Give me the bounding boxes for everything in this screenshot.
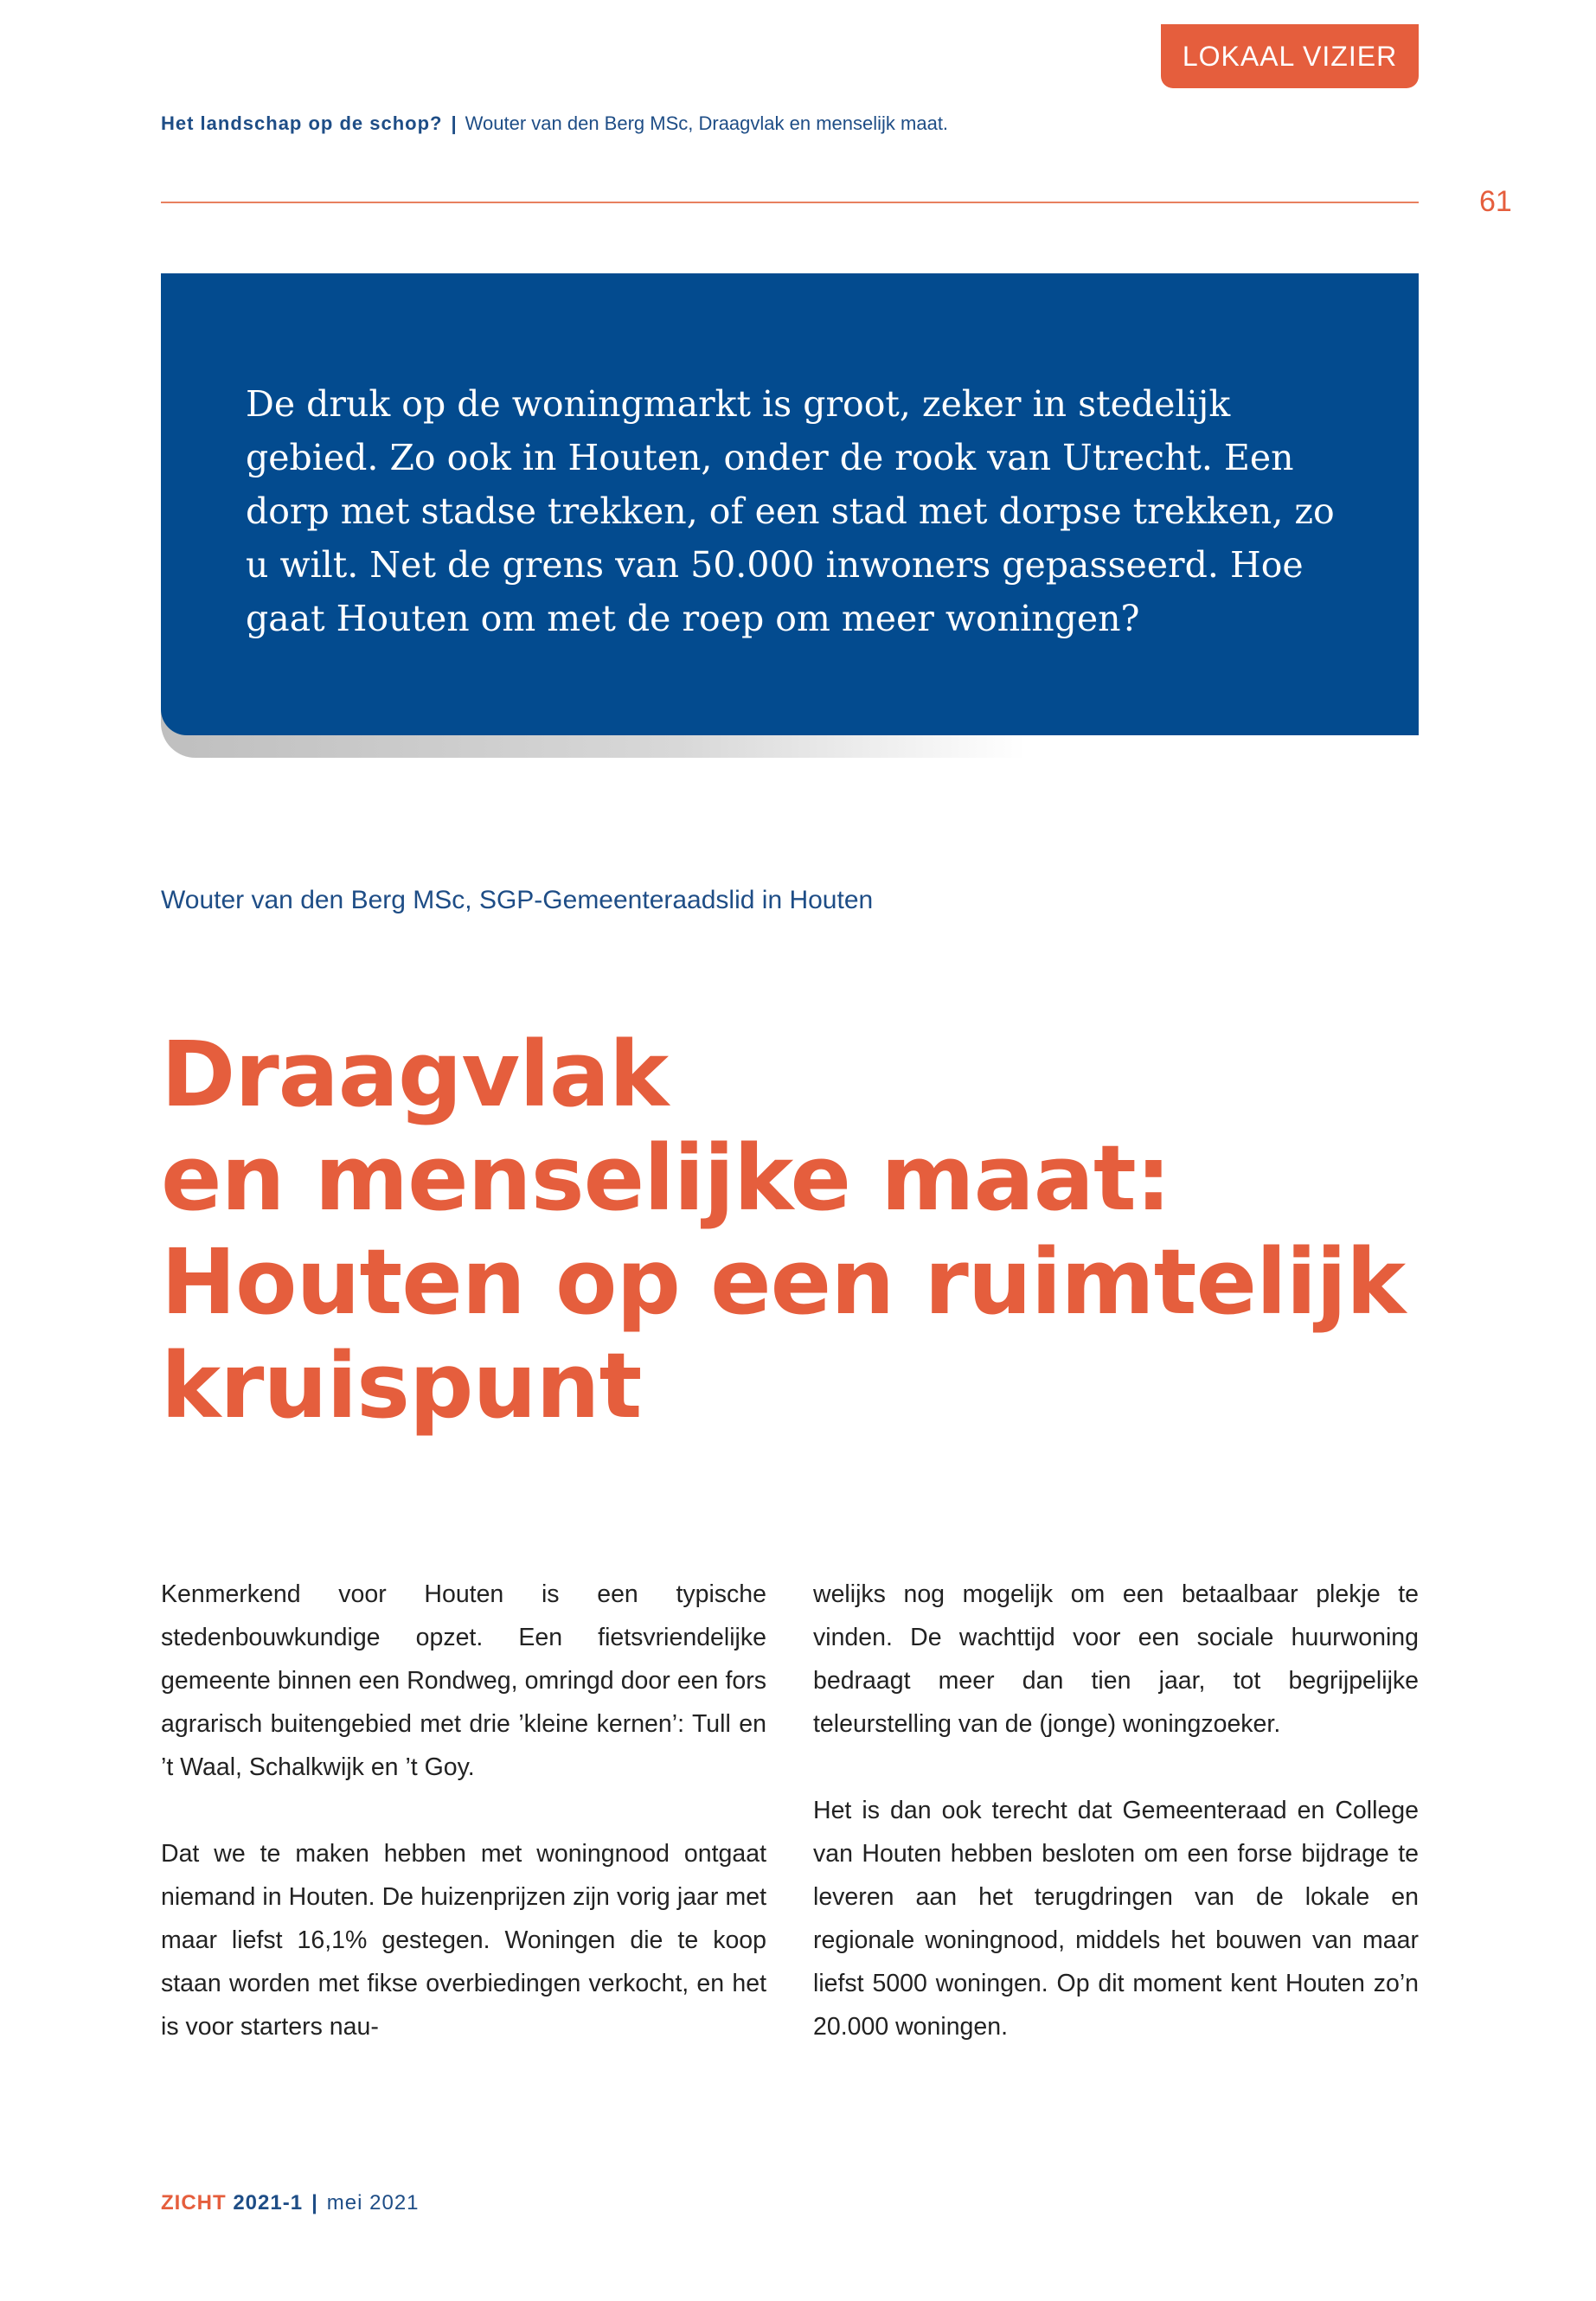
title-line: Houten op een ruimtelijk: [161, 1229, 1406, 1335]
intro-text: De druk op de woningmarkt is groot, zeker in stedelijk gebied. Zo ook in Houten, onder de rook van Utrecht. Een dorp met stadse trekken, of een stad met dorpse trekken, zo u wilt. Net de grens van 50.000 inwoners gepasseerd. Hoe gaat Houten om met de roep om meer woningen?: [246, 383, 1335, 639]
footer-brand: ZICHT: [161, 2191, 227, 2214]
article-title: [161, 1022, 1424, 1438]
running-head: [161, 112, 948, 135]
footer-date: mei 2021: [326, 2191, 420, 2214]
body-column-left: [161, 1573, 766, 2048]
section-tab: LOKAAL VIZIER: [1161, 24, 1419, 88]
title-line: Draagvlak: [161, 1022, 669, 1127]
running-head-subtitle: Wouter van den Berg MSc, Draagvlak en menselijk maat.: [465, 112, 949, 134]
body-paragraph: Dat we te maken hebben met woningnood ontgaat niemand in Houten. De huizenprijzen zijn vorig jaar met maar liefst 16,1% gestegen. Woningen die te koop staan worden met fikse overbiedingen verkocht, en het is voor starters nau-: [161, 1840, 766, 2041]
title-line: kruispunt: [161, 1333, 642, 1439]
title-line: en menselijke maat:: [161, 1125, 1171, 1231]
author-byline: Wouter van den Berg MSc, SGP-Gemeenteraadslid in Houten: [161, 886, 874, 914]
body-column-right: [813, 1573, 1419, 2048]
header-rule: [161, 202, 1419, 203]
running-head-separator: |: [451, 112, 457, 134]
body-paragraph: welijks nog mogelijk om een betaalbaar plekje te vinden. De wachttijd voor een sociale huurwoning bedraagt meer dan tien jaar, tot begrijpelijke teleurstelling van de (jonge) woningzoeker.: [813, 1580, 1419, 1738]
running-head-title: Het landschap op de schop?: [161, 112, 443, 134]
body-paragraph: Kenmerkend voor Houten is een typische stedenbouwkundige opzet. Een fietsvriendelijke gemeente binnen een Rondweg, omringd door een fors agrarisch buitengebied met drie ’kleine kernen’: Tull en ’t Waal, Schalkwijk en ’t Goy.: [161, 1580, 766, 1781]
intro-box: [161, 273, 1419, 735]
page-number: 61: [1479, 185, 1512, 218]
footer-issue: 2021-1: [233, 2191, 304, 2214]
footer: [161, 2191, 420, 2215]
footer-separator: |: [311, 2191, 318, 2214]
body-paragraph: Het is dan ook terecht dat Gemeenteraad en College van Houten hebben besloten om een forse bijdrage te leveren aan het terugdringen van de lokale en regionale woningnood, middels het bouwen van maar liefst 5000 woningen. Op dit moment kent Houten zo’n 20.000 woningen.: [813, 1797, 1419, 2041]
